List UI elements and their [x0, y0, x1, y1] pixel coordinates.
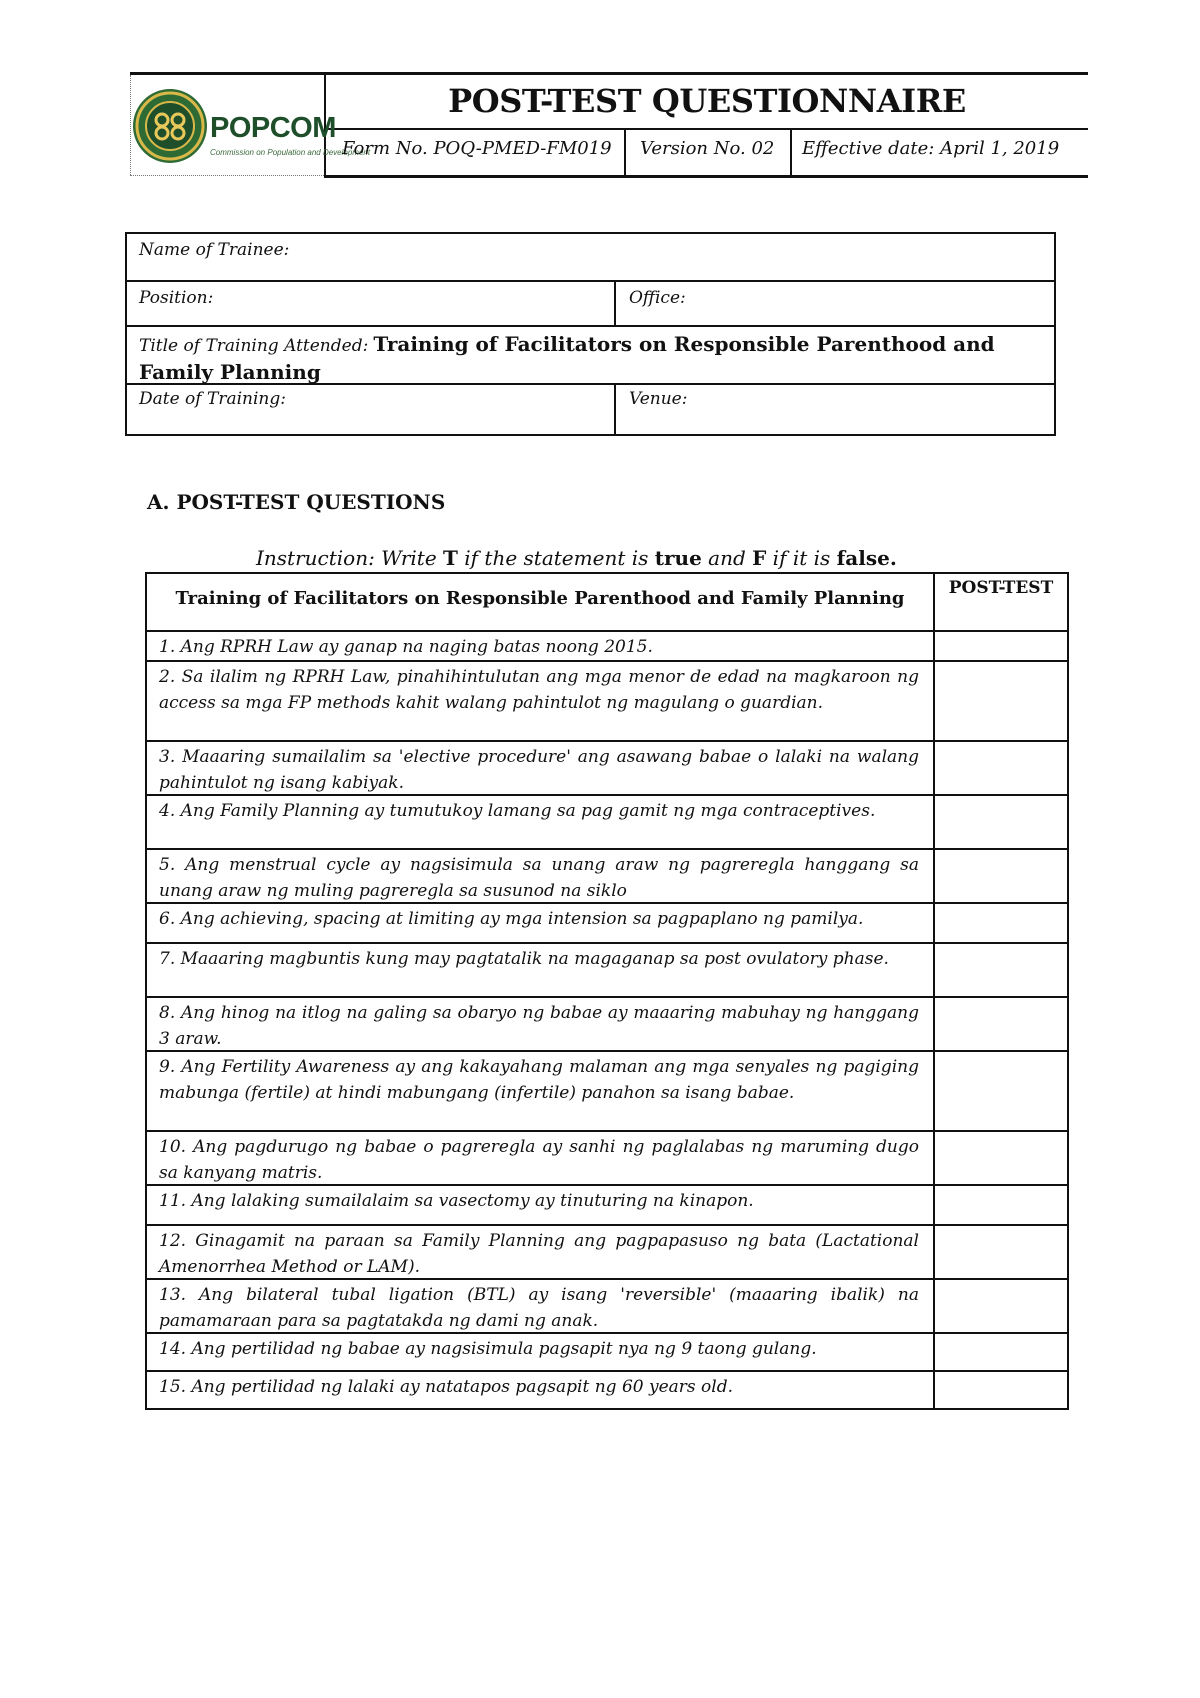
version-number: Version No. 02 [640, 138, 775, 159]
header-meta-divider-2 [790, 130, 792, 176]
instruction-false-word: false [836, 546, 890, 570]
date-of-training-label: Date of Training: [139, 389, 286, 409]
question-text: 8. Ang hinog na itlog na galing sa obaryo ng babae ay maaaring mabuhay ng hanggang 3 araw. [159, 1003, 919, 1049]
answer-cell[interactable] [935, 1334, 1067, 1370]
instruction-part: if the statement is [457, 546, 655, 570]
question-row [147, 1186, 1067, 1226]
question-row [147, 632, 1067, 662]
answer-cell[interactable] [935, 998, 1067, 1050]
section-title: A. POST-TEST QUESTIONS [147, 490, 446, 514]
header-rule-bottom [326, 175, 1088, 178]
training-title-field [139, 331, 1039, 387]
question-row [147, 850, 1067, 904]
popcom-logo [132, 84, 371, 168]
question-text: 7. Maaaring magbuntis kung may pagtatalik na magaganap sa post ovulatory phase. [159, 949, 889, 969]
answer-cell[interactable] [935, 1052, 1067, 1130]
trainee-info-box [125, 232, 1056, 436]
question-text: 6. Ang achieving, spacing at limiting ay mga intension sa pagpaplano ng pamilya. [159, 909, 864, 929]
table-header-row [147, 574, 1067, 632]
answer-cell[interactable] [935, 742, 1067, 794]
question-text: 10. Ang pagdurugo ng babae o pagreregla ay sanhi ng paglalabas ng maruming dugo sa kanyang matris. [159, 1137, 919, 1183]
question-text: 2. Sa ilalim ng RPRH Law, pinahihintulutan ang mga menor de edad na magkaroon ng access sa mga FP methods kahit walang pahintulot ng magulang o guardian. [159, 667, 919, 713]
name-row [127, 234, 1054, 282]
answer-cell[interactable] [935, 1132, 1067, 1184]
instruction-false-letter: F [752, 546, 767, 570]
question-text: 4. Ang Family Planning ay tumutukoy lamang sa pag gamit ng mga contraceptives. [159, 801, 876, 821]
instruction-true-letter: T [443, 546, 458, 570]
question-text: 1. Ang RPRH Law ay ganap na naging batas noong 2015. [159, 637, 653, 657]
answer-cell[interactable] [935, 904, 1067, 942]
logo-wordmark: POPCOM [210, 112, 336, 144]
instruction-part: Instruction: Write [256, 546, 444, 570]
venue-label: Venue: [629, 389, 688, 409]
answer-cell[interactable] [935, 944, 1067, 996]
header-meta-divider-1 [624, 130, 626, 176]
question-text: 15. Ang pertilidad ng lalaki ay natatapos pagsapit ng 60 years old. [159, 1377, 733, 1397]
date-venue-row [127, 385, 1054, 434]
question-row [147, 1280, 1067, 1334]
question-row [147, 1372, 1067, 1408]
question-row [147, 1132, 1067, 1186]
logo-tagline: Commission on Population and Development [210, 148, 371, 157]
position-office-row [127, 282, 1054, 327]
training-title-row [127, 327, 1054, 385]
question-text: 9. Ang Fertility Awareness ay ang kakayahang malaman ang mga senyales ng pagiging mabunga (fertile) at hindi mabungang (infertile) panahon sa isang babae. [159, 1057, 919, 1103]
effective-date: Effective date: April 1, 2019 [802, 138, 1060, 159]
question-row [147, 796, 1067, 850]
question-text: 5. Ang menstrual cycle ay nagsisimula sa unang araw ng pagreregla hanggang sa unang araw ng muling pagreregla sa susunod na siklo [159, 855, 919, 901]
training-title-value: Training of Facilitators on Responsible Parenthood and Family Planning [139, 332, 995, 384]
answer-cell[interactable] [935, 662, 1067, 740]
answer-cell[interactable] [935, 1186, 1067, 1224]
answer-cell[interactable] [935, 1226, 1067, 1278]
question-row [147, 1226, 1067, 1280]
questions-table [145, 572, 1069, 1410]
question-text: 12. Ginagamit na paraan sa Family Planning ang pagpapasuso ng bata (Lactational Amenorrhea Method or LAM). [159, 1231, 919, 1277]
question-text: 13. Ang bilateral tubal ligation (BTL) ay isang 'reversible' (maaaring ibalik) na pamamaraan para sa pagtatakda ng dami ng anak. [159, 1285, 919, 1331]
document-header [130, 72, 1088, 178]
header-rule-top [130, 72, 1088, 75]
answer-cell[interactable] [935, 1372, 1067, 1408]
answer-cell[interactable] [935, 796, 1067, 848]
answer-cell[interactable] [935, 1280, 1067, 1332]
instruction-text [256, 546, 897, 570]
question-row [147, 998, 1067, 1052]
popcom-seal-icon [132, 84, 212, 168]
question-row [147, 662, 1067, 742]
training-title-label: Title of Training Attended: [139, 336, 369, 356]
position-label: Position: [139, 288, 214, 308]
table-header-title: Training of Facilitators on Responsible Parenthood and Family Planning [175, 588, 905, 609]
question-row [147, 1334, 1067, 1372]
question-row [147, 904, 1067, 944]
instruction-true-word: true [654, 546, 702, 570]
document-title: POST-TEST QUESTIONNAIRE [448, 82, 966, 120]
question-text: 11. Ang lalaking sumailalaim sa vasectomy ay tinuturing na kinapon. [159, 1191, 754, 1211]
position-office-divider [614, 282, 616, 325]
question-row [147, 1052, 1067, 1132]
header-rule-middle [326, 128, 1088, 130]
name-of-trainee-label: Name of Trainee: [139, 240, 290, 260]
date-venue-divider [614, 385, 616, 434]
answer-cell[interactable] [935, 632, 1067, 660]
table-header-post-test: POST-TEST [948, 578, 1054, 598]
question-text: 14. Ang pertilidad ng babae ay nagsisimula pagsapit nya ng 9 taong gulang. [159, 1339, 817, 1359]
office-label: Office: [629, 288, 686, 308]
question-row [147, 944, 1067, 998]
instruction-part: and [701, 546, 753, 570]
question-row [147, 742, 1067, 796]
answer-cell[interactable] [935, 850, 1067, 902]
question-text: 3. Maaaring sumailalim sa 'elective procedure' ang asawang babae o lalaki na walang pahintulot ng isang kabiyak. [159, 747, 919, 793]
instruction-part: if it is [766, 546, 837, 570]
header-dotted-border-left [130, 75, 131, 175]
header-dotted-border-bottom [130, 175, 324, 176]
instruction-part: . [889, 546, 897, 570]
form-number: Form No. POQ-PMED-FM019 [342, 138, 612, 159]
